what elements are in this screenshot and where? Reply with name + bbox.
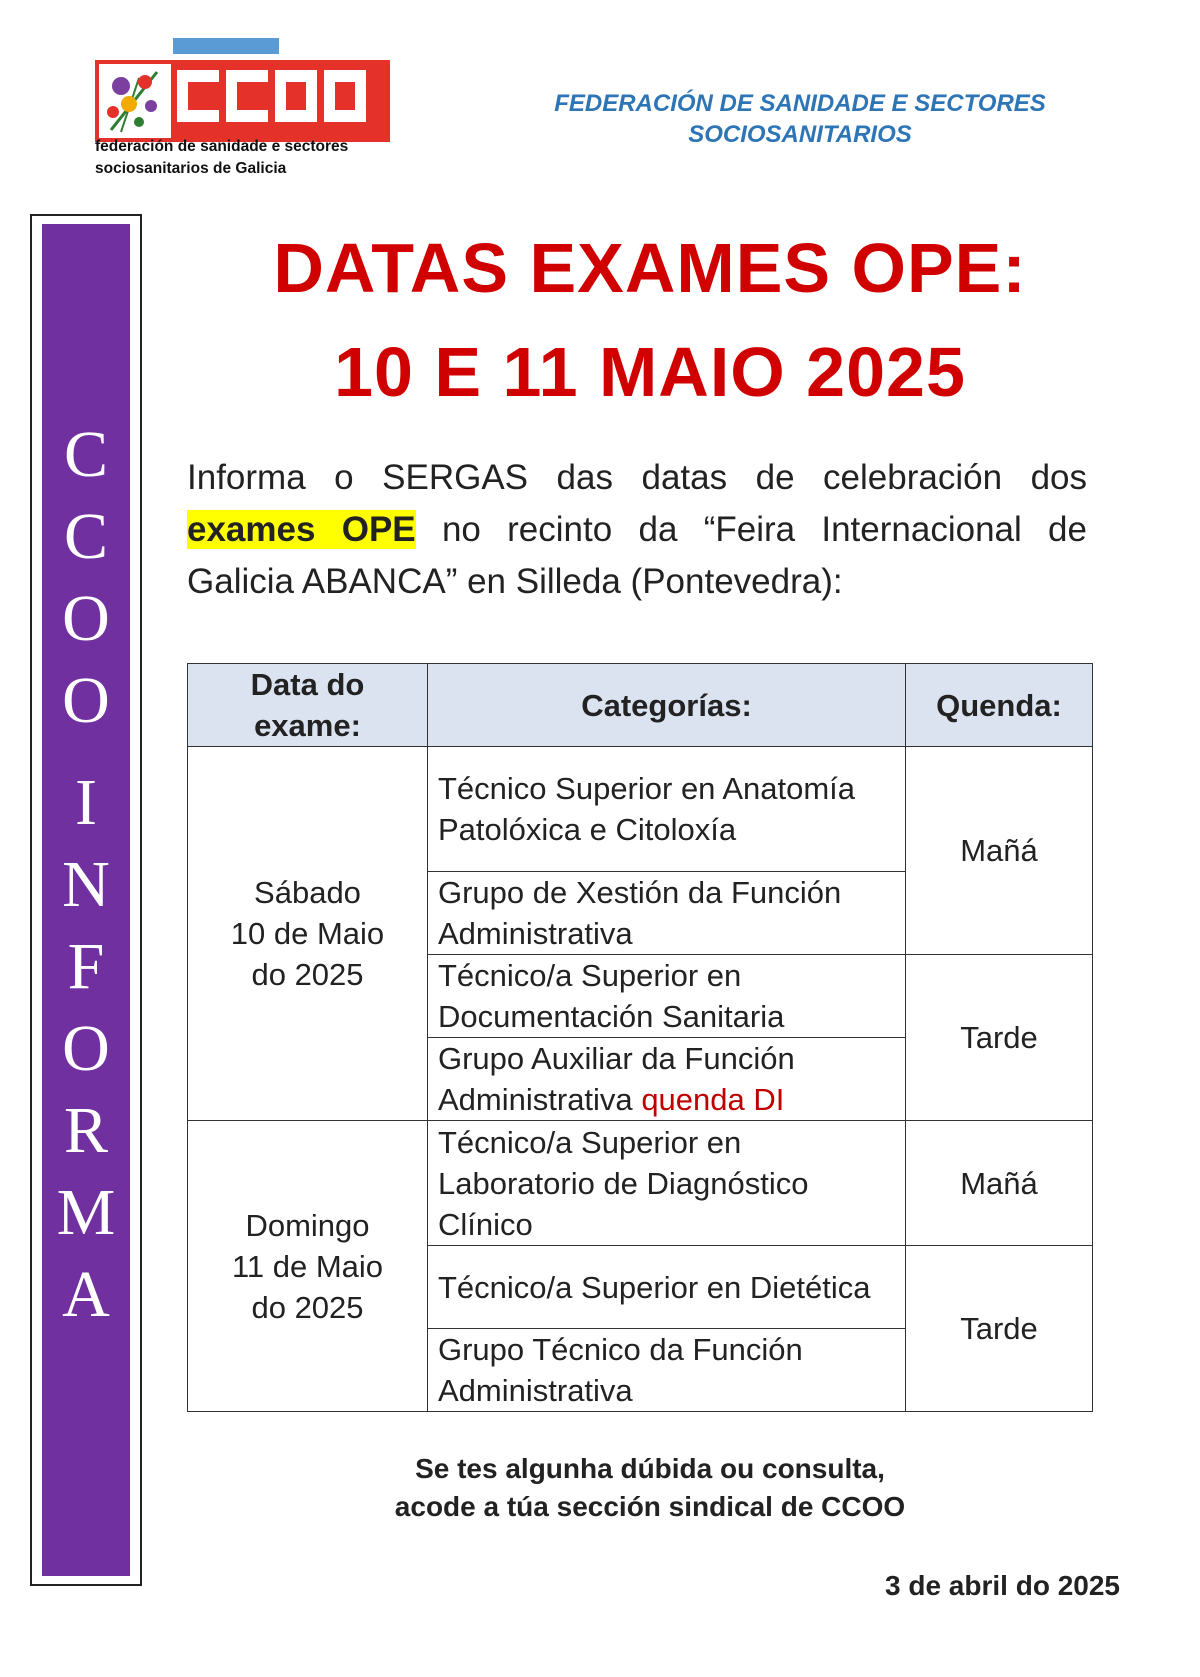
table-row bbox=[188, 1121, 1093, 1246]
category-note-red: quenda DI bbox=[641, 1082, 785, 1117]
footer-line1: Se tes algunha dúbida ou consulta, bbox=[415, 1453, 885, 1484]
header-date-line1: Data do bbox=[250, 667, 365, 702]
side-letter: N bbox=[62, 848, 110, 921]
side-letter: C bbox=[63, 500, 109, 573]
shift-cell: Mañá bbox=[906, 1121, 1093, 1246]
federation-line2: SOCIOSANITARIOS bbox=[688, 121, 912, 148]
shift-cell: Tarde bbox=[906, 1246, 1093, 1412]
saturday-date-line1: Sábado bbox=[254, 875, 361, 910]
intro-part1: Informa o SERGAS das datas de celebración dos bbox=[187, 458, 1087, 497]
logo-lettering bbox=[177, 70, 366, 122]
category-text: Grupo Auxiliar da Función Administrativa bbox=[438, 1041, 795, 1117]
side-banner-text bbox=[42, 414, 130, 1336]
side-letter: C bbox=[63, 418, 109, 491]
sunday-date-line1: Domingo bbox=[245, 1207, 370, 1243]
category-cell bbox=[428, 1038, 906, 1121]
page-title-line1: DATAS EXAMES OPE: bbox=[273, 229, 1027, 307]
exam-schedule-table bbox=[187, 663, 1093, 1412]
side-letter: R bbox=[63, 1094, 109, 1167]
category-cell: Técnico/a Superior en Documentación Sanitaria bbox=[428, 955, 906, 1038]
table-row bbox=[188, 747, 1093, 872]
logo-letter-c bbox=[177, 70, 219, 122]
category-cell: Grupo de Xestión da Función Administrativa bbox=[428, 872, 906, 955]
header-date bbox=[188, 664, 428, 747]
saturday-date-line3: do 2025 bbox=[251, 957, 364, 992]
category-cell: Técnico/a Superior en Laboratorio de Diagnóstico Clínico bbox=[428, 1121, 906, 1246]
side-letter: M bbox=[56, 1176, 116, 1249]
side-banner bbox=[42, 224, 130, 1576]
logo-letter-c bbox=[226, 70, 268, 122]
category-cell: Técnico Superior en Anatomía Patolóxica e Citoloxía bbox=[428, 747, 906, 872]
logo-red-box bbox=[95, 60, 390, 142]
category-cell: Técnico/a Superior en Dietética bbox=[428, 1246, 906, 1329]
ccoo-logo bbox=[95, 38, 405, 178]
logo-letter-o bbox=[324, 70, 366, 122]
side-letter: O bbox=[62, 664, 110, 737]
saturday-date-line2: 10 de Maio bbox=[230, 916, 385, 951]
side-letter: O bbox=[62, 582, 110, 655]
sunday-date-cell bbox=[188, 1121, 428, 1412]
intro-paragraph bbox=[187, 452, 1087, 608]
category-cell: Grupo Técnico da Función Administrativa bbox=[428, 1329, 906, 1412]
logo-caption bbox=[95, 136, 348, 180]
side-letter: I bbox=[75, 766, 97, 839]
shift-cell: Mañá bbox=[906, 747, 1093, 955]
intro-part2: no recinto da “Feira Internacional de Galicia ABANCA” en Silleda (Pontevedra): bbox=[187, 510, 1087, 601]
logo-blue-bar bbox=[173, 38, 279, 54]
sunday-date-line3: do 2025 bbox=[251, 1289, 364, 1325]
issue-date: 3 de abril do 2025 bbox=[885, 1570, 1120, 1601]
logo-caption-line1: federación de sanidade e sectores bbox=[95, 138, 349, 155]
federation-heading bbox=[520, 88, 1080, 150]
footer-note bbox=[330, 1450, 970, 1526]
side-letter: F bbox=[67, 930, 105, 1003]
sunday-date-line2: 11 de Maio bbox=[231, 1248, 384, 1284]
shift-cell: Tarde bbox=[906, 955, 1093, 1121]
side-letter: A bbox=[62, 1258, 110, 1331]
federation-line1: FEDERACIÓN DE SANIDADE E SECTORES bbox=[554, 90, 1046, 117]
logo-letter-o bbox=[275, 70, 317, 122]
header-date-line2: exame: bbox=[254, 708, 361, 743]
footer-line2: acode a túa sección sindical de CCOO bbox=[394, 1491, 906, 1522]
side-letter-gap bbox=[42, 742, 130, 762]
saturday-date-cell bbox=[188, 747, 428, 1121]
page-title-line2: 10 E 11 MAIO 2025 bbox=[334, 333, 966, 411]
header-shift: Quenda: bbox=[906, 664, 1093, 747]
side-banner-frame bbox=[30, 214, 142, 1586]
side-letter: O bbox=[62, 1012, 110, 1085]
table-header-row bbox=[188, 664, 1093, 747]
header-category: Categorías: bbox=[428, 664, 906, 747]
logo-caption-line2: sociosanitarios de Galicia bbox=[95, 160, 287, 177]
intro-highlight: exames OPE bbox=[187, 510, 416, 549]
logo-flowers-image bbox=[99, 64, 171, 138]
